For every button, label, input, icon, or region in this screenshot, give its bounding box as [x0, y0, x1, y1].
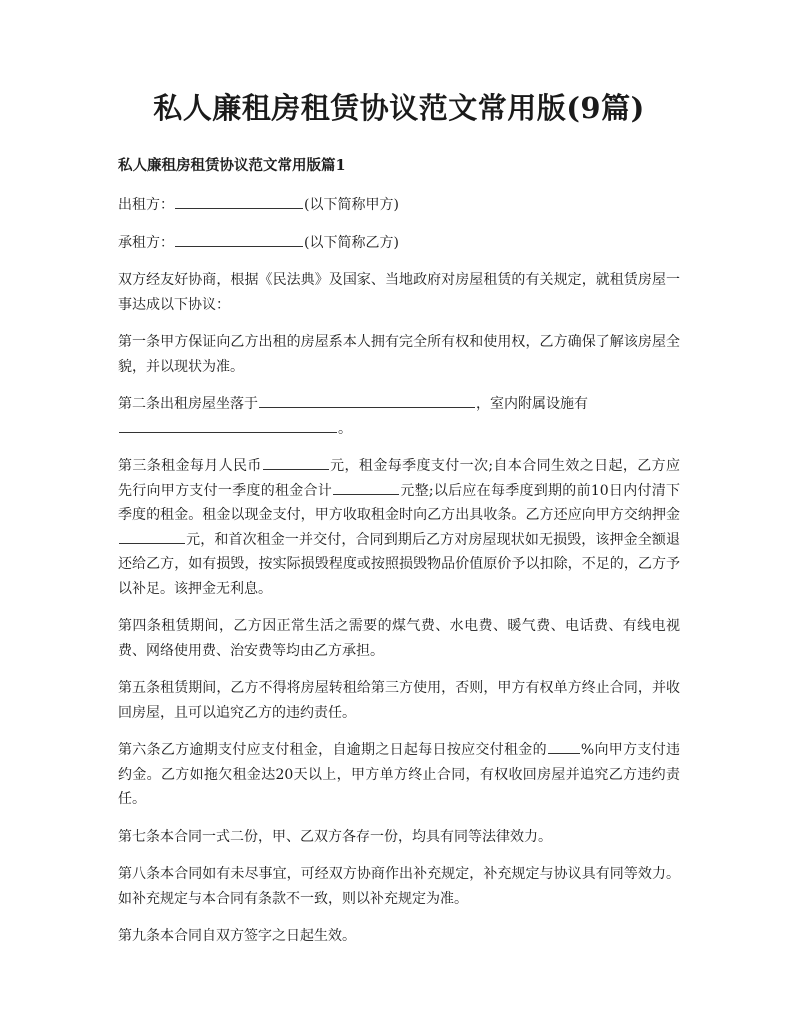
article-2-part1: 第二条出租房屋坐落于 [118, 396, 258, 412]
deposit-blank [119, 529, 185, 544]
lessee-label: 承租方： [118, 234, 174, 251]
lessee-line [118, 231, 680, 256]
lessor-suffix: (以下简称甲方) [304, 197, 399, 213]
section-title: 私人廉租房租赁协议范文常用版篇1 [118, 157, 346, 174]
penalty-rate-blank [548, 739, 580, 754]
monthly-rent-blank [263, 455, 329, 470]
article-2-part3: 。 [338, 420, 352, 437]
article-2 [118, 392, 680, 441]
article-1: 第一条甲方保证向乙方出租的房屋系本人拥有完全所有权和使用权，乙方确保了解该房屋全貌，并以现状为准。 [118, 334, 680, 375]
article-3-part3: 元整;以后应在每季度到期的前10日内付清下季度的租金。租金以现金支付，甲方收取租金时向乙方出具收条。乙方还应向甲方交纳押金 [118, 482, 681, 523]
article-3-part2: 元，租金每季度支付一次;自本合同生效之日起，乙方应先行向甲方支付一季度的租金合计 [118, 458, 680, 499]
article-2-part2: ，室内附属设施有 [476, 396, 588, 412]
article-6-part2: %向甲方支付违约金。乙方如拖欠租金达20天以上，甲方单方终止合同，有权收回房屋并追究乙方违约责任。 [118, 742, 680, 807]
article-7: 第七条本合同一式二份，甲、乙双方各存一份，均具有同等法律效力。 [118, 828, 552, 845]
article-4: 第四条租赁期间，乙方因正常生活之需要的煤气费、水电费、暖气费、电话费、有线电视费、网络使用费、治安费等均由乙方承担。 [118, 618, 680, 659]
lessor-label: 出租方： [118, 197, 174, 213]
quarterly-rent-blank [333, 480, 399, 495]
lessee-blank [175, 232, 303, 247]
article-9: 第九条本合同自双方签字之日起生效。 [118, 928, 356, 944]
article-6 [118, 738, 680, 812]
article-3-part4: 元，和首次租金一并交付，合同到期后乙方对房屋现状如无损毁，该押金全额退还给乙方，如有损毁，按实际损毁程度或按照损毁物品价值原价予以扣除，不足的，乙方予以补足。该押金无利息。 [118, 531, 680, 597]
document-title: 私人廉租房租赁协议范文常用版(9篇) [153, 91, 645, 125]
article-6-part1: 第六条乙方逾期支付应支付租金，自逾期之日起每日按应交付租金的 [118, 742, 547, 758]
article-5: 第五条租赁期间，乙方不得将房屋转租给第三方使用，否则，甲方有权单方终止合同，并收回房屋，且可以追究乙方的违约责任。 [118, 680, 680, 721]
lessee-suffix: (以下简称乙方) [304, 234, 399, 251]
article-3 [118, 454, 680, 601]
facilities-blank [119, 418, 337, 433]
article-8: 第八条本合同如有未尽事宜，可经双方协商作出补充规定，补充规定与协议具有同等效力。如补充规定与本合同有条款不一致，则以补充规定为准。 [118, 866, 680, 907]
address-blank [259, 393, 475, 408]
article-3-part1: 第三条租金每月人民币 [118, 458, 262, 474]
lessor-blank [175, 194, 303, 209]
lessor-line [118, 193, 680, 218]
intro-paragraph: 双方经友好协商，根据《民法典》及国家、当地政府对房屋租赁的有关规定，就租赁房屋一事达成以下协议： [118, 272, 680, 313]
